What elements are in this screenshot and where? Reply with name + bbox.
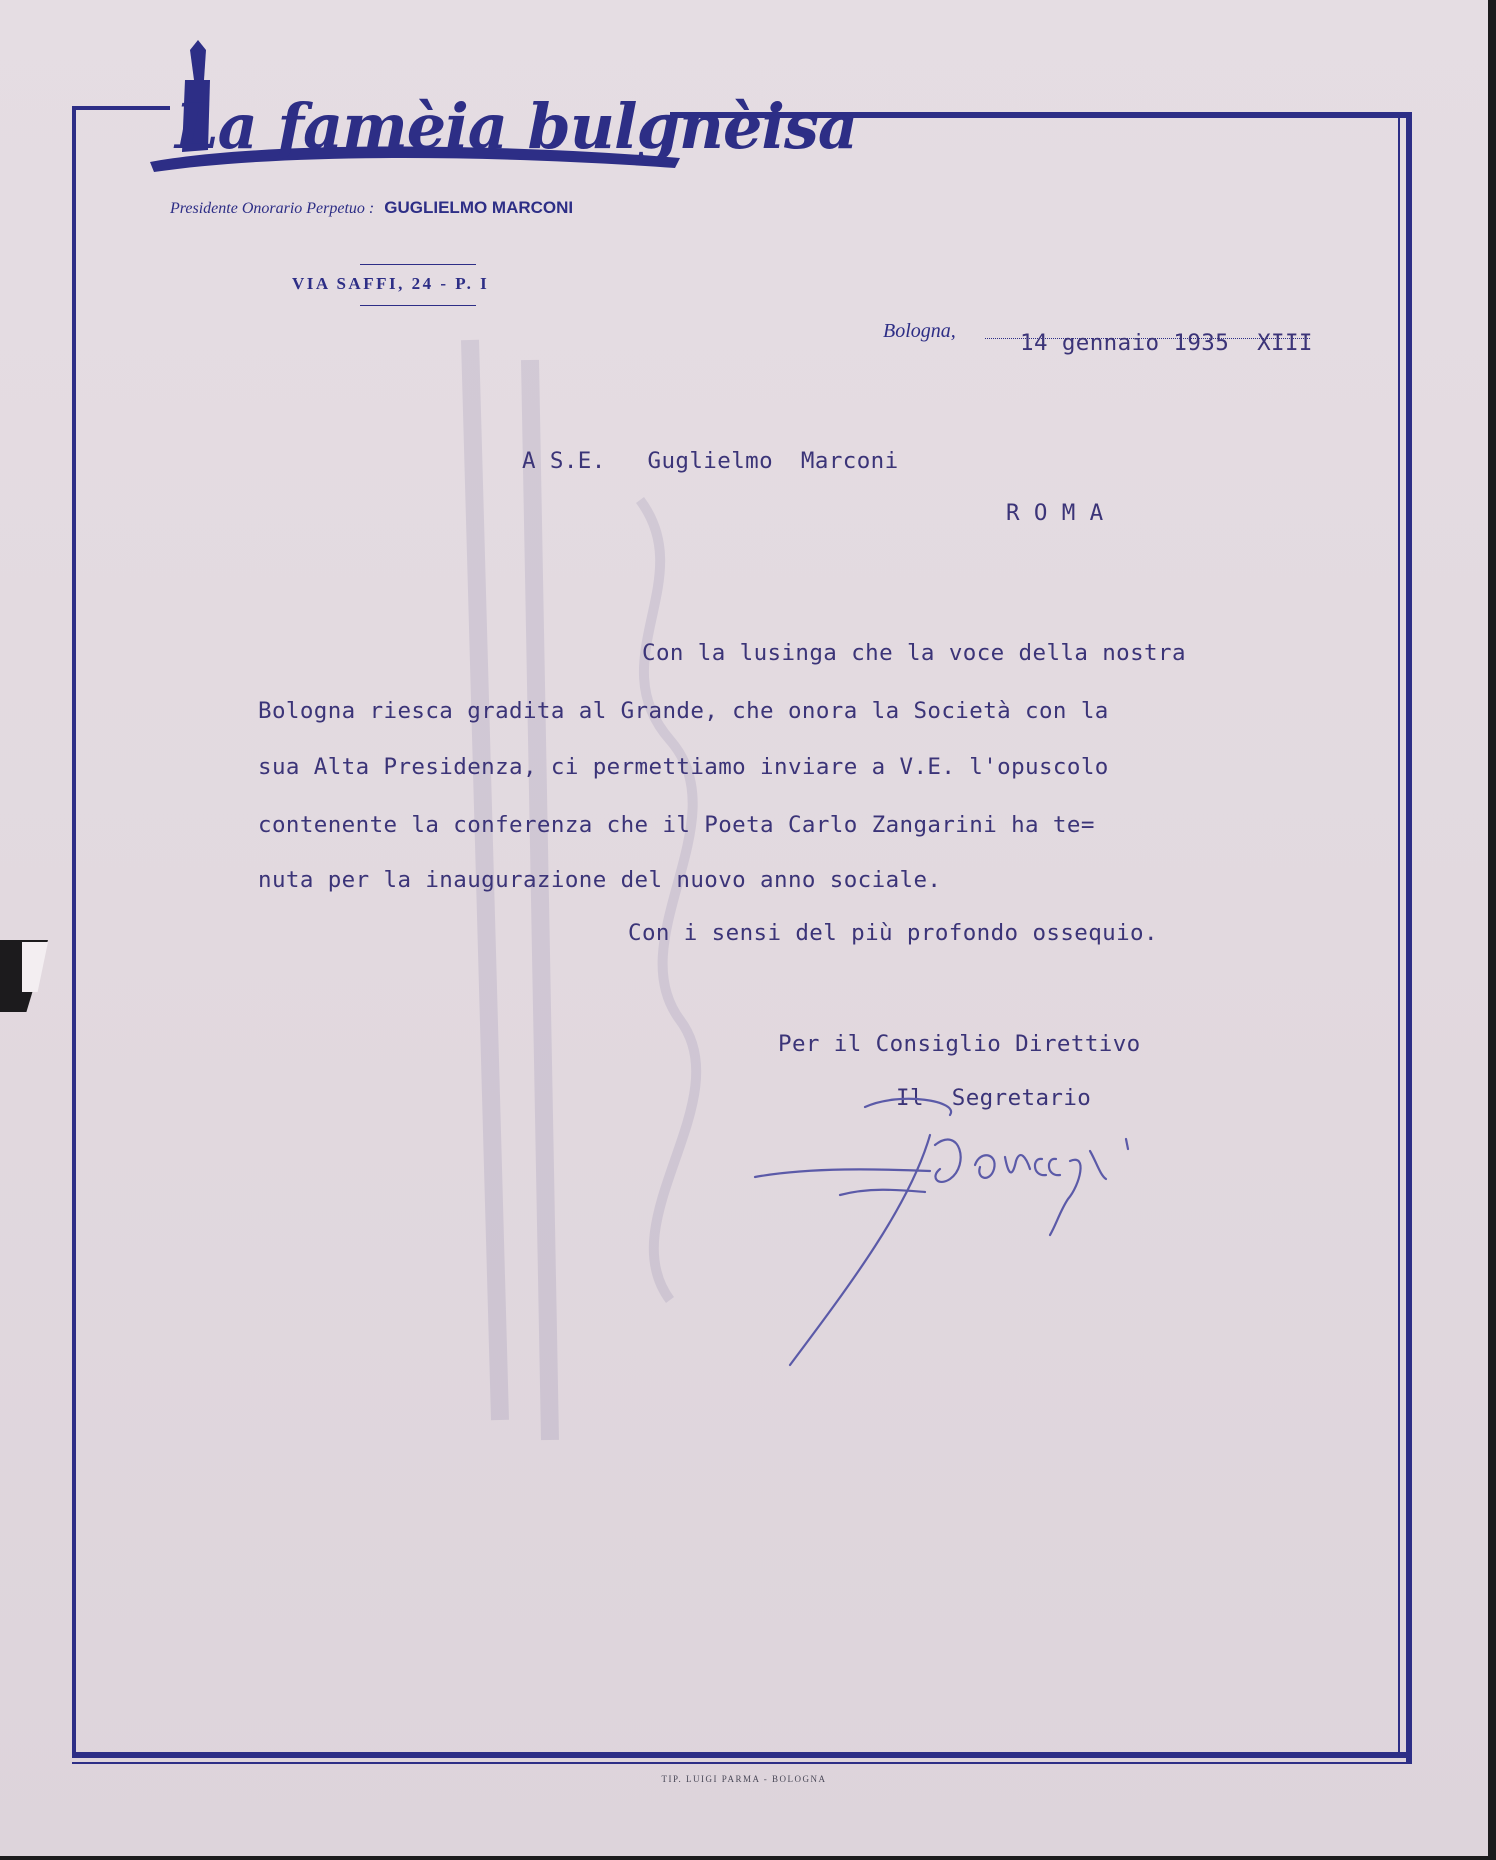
president-name: GUGLIELMO MARCONI bbox=[384, 198, 574, 217]
letterhead-address: VIA SAFFI, 24 - P. I bbox=[292, 274, 490, 293]
body-line: nuta per la inaugurazione del nuovo anno sociale. bbox=[258, 867, 942, 893]
frame-bottom-inner bbox=[72, 1762, 1412, 1764]
frame-right-inner bbox=[1398, 118, 1400, 1754]
signoff-council: Per il Consiglio Direttivo bbox=[778, 1031, 1141, 1057]
show-through-watermark bbox=[440, 320, 760, 1470]
addressee: A S.E. Guglielmo Marconi bbox=[522, 448, 899, 474]
addressee-city: R O M A bbox=[1006, 500, 1104, 526]
address-rule-top bbox=[360, 264, 476, 265]
body-line: sua Alta Presidenza, ci permettiamo inviare a V.E. l'opuscolo bbox=[258, 754, 1109, 780]
letter-date: 14 gennaio 1935 XIII bbox=[1020, 330, 1313, 356]
closing-line: Con i sensi del più profondo ossequio. bbox=[628, 920, 1158, 946]
frame-bottom bbox=[72, 1752, 1412, 1758]
honorary-president bbox=[170, 198, 573, 218]
body-line: Con la lusinga che la voce della nostra bbox=[642, 640, 1186, 666]
frame-right bbox=[1406, 112, 1412, 1762]
signoff-secretary: Il Segretario bbox=[896, 1085, 1092, 1111]
place-label: Bologna, bbox=[883, 320, 956, 342]
address-rule-bottom bbox=[360, 305, 476, 306]
signature-icon bbox=[750, 1095, 1190, 1375]
logo-text: La famèia bulgnèisa bbox=[175, 90, 858, 163]
body-line: contenente la conferenza che il Poeta Carlo Zangarini ha te= bbox=[258, 812, 1095, 838]
frame-left bbox=[72, 106, 76, 1758]
president-label: Presidente Onorario Perpetuo : bbox=[170, 200, 375, 217]
body-line: Bologna riesca gradita al Grande, che onora la Società con la bbox=[258, 698, 1109, 724]
printer-imprint: TIP. LUIGI PARMA - BOLOGNA bbox=[661, 1774, 827, 1784]
fold-mark-paper bbox=[22, 942, 48, 992]
